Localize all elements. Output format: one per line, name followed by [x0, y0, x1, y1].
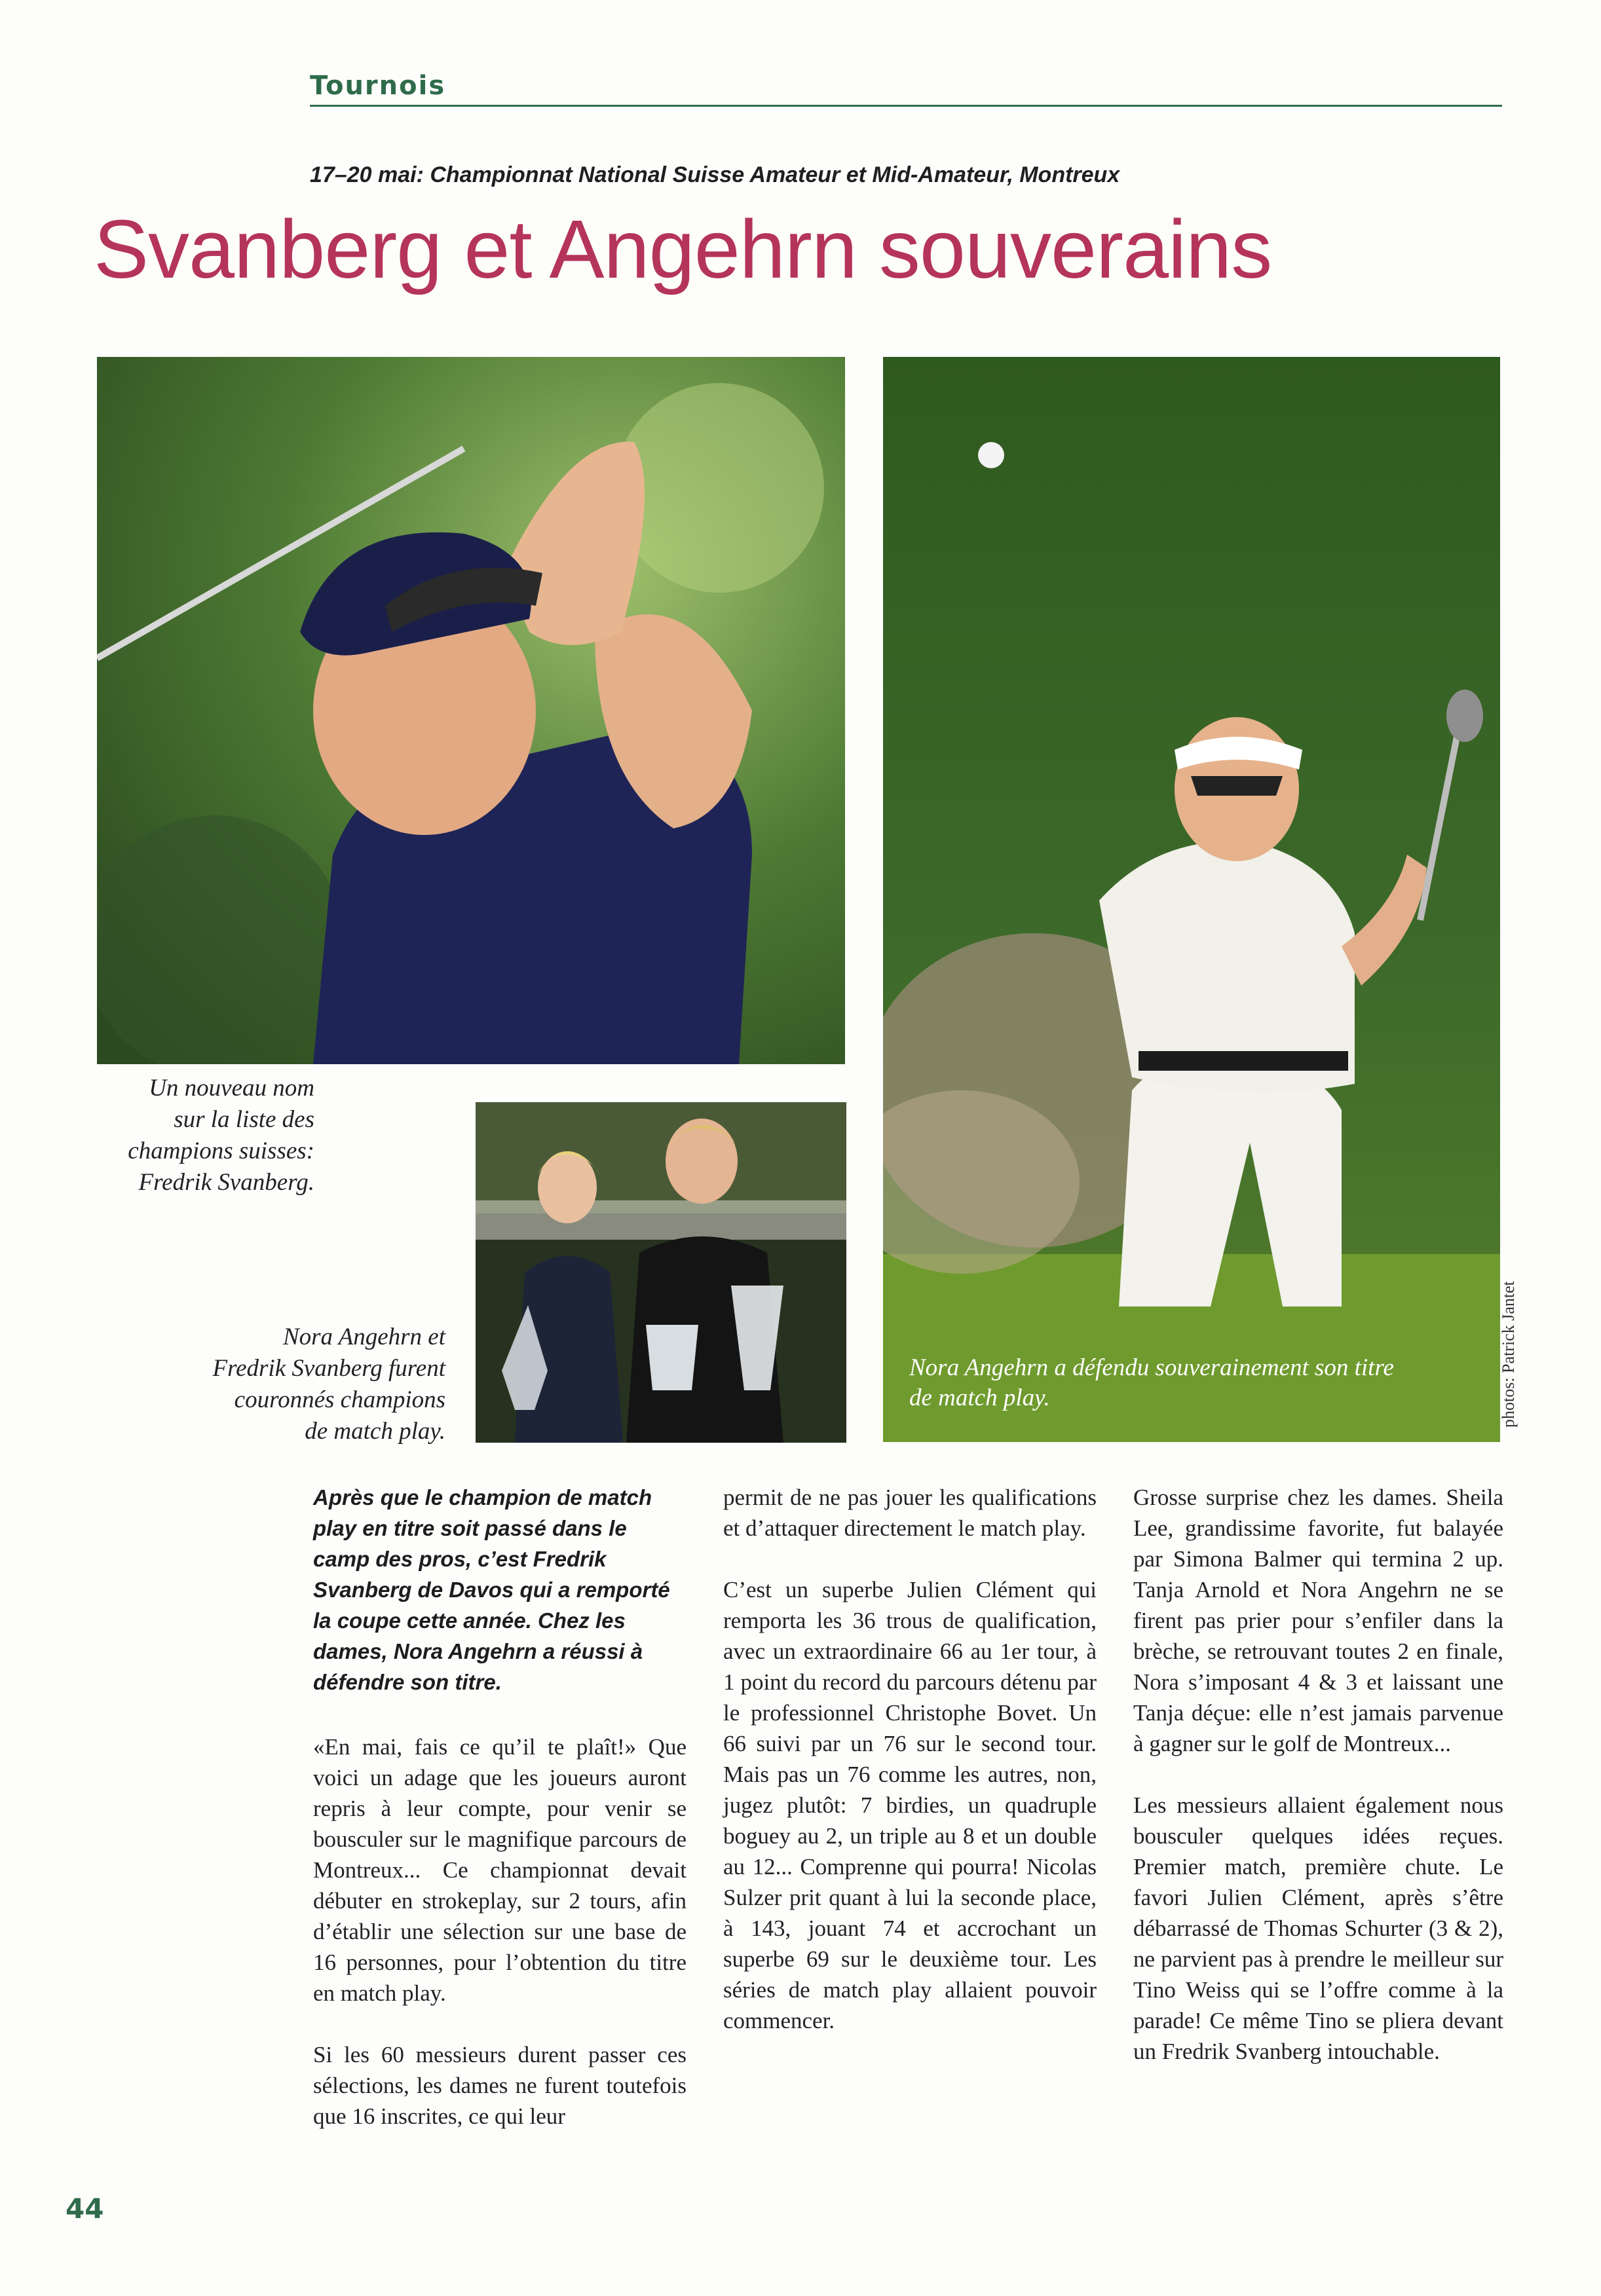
section-title: Tournois — [310, 71, 446, 101]
caption-line: sur la liste des — [174, 1106, 314, 1133]
caption-line: couronnés champions — [234, 1386, 445, 1413]
caption-line: Nora Angehrn et — [282, 1324, 445, 1350]
body-paragraph: Si les 60 messieurs durent passer ces sélections, les dames ne furent toutefois que 16 inscrites, ce qui leur — [313, 2042, 687, 2129]
lead-paragraph: Après que le champion de match play en titre soit passé dans le camp des pros, c’est Fredrik Svanberg de Davos qui a remporté la coupe cette année. Chez les dames, Nora Angehrn a réussi à défendre son titre. — [313, 1485, 670, 1694]
section-rule — [310, 105, 1502, 107]
caption-line: Nora Angehrn a défendu souverainement son titre — [909, 1354, 1394, 1381]
photo-trophy-ceremony — [476, 1102, 846, 1443]
event-kicker: 17–20 mai: Championnat National Suisse Amateur et Mid-Amateur, Montreux — [310, 162, 1120, 187]
article-column-1 — [313, 1482, 687, 2162]
caption-line: de match play. — [305, 1418, 445, 1445]
photo-svanberg-swing — [97, 357, 845, 1064]
photo-angehrn-bunker — [883, 357, 1500, 1442]
body-paragraph: Les messieurs allaient également nous bousculer quelques idées reçues. Premier match, première chute. Le favori Julien Clément, après s’être débarrassé de Thomas Schurter (3 & 2), ne parvient pas à prendre le meilleur sur Tino Weiss qui se l’offre comme à la parade! Ce même Tino se pliera devant un Fredrik Svanberg intouchable. — [1133, 1792, 1503, 2064]
article-column-2 — [723, 1482, 1097, 2067]
caption-svanberg — [92, 1073, 314, 1198]
article-column-3 — [1133, 1482, 1503, 2098]
caption-line: de match play. — [909, 1384, 1050, 1411]
body-paragraph: «En mai, fais ce qu’il te plaît!» Que voici un adage que les joueurs auront repris à leur compte, pour venir se bousculer sur le magnifique parcours de Montreux... Ce championnat devait débuter en strokeplay, sur 2 tours, afin d’établir une sélection sur une base de 16 personnes, pour l’obtention du titre en match play. — [313, 1734, 687, 2006]
caption-line: Fredrik Svanberg furent — [212, 1355, 445, 1382]
caption-line: Fredrik Svanberg. — [138, 1169, 314, 1196]
caption-trophy — [105, 1322, 445, 1447]
photo-credit: photos: Patrick Jantet — [1499, 1281, 1518, 1428]
body-paragraph: Grosse surprise chez les dames. Sheila Lee, grandissime favorite, fut balayée par Simona Balmer qui termina 2 up. Tanja Arnold et Nora Angehrn ne se firent pas prier pour s’enfiler dans la brèche, se retrouvant toutes 2 en finale, Nora s’imposant 4 & 3 et laissant une Tanja déçue: elle n’est jamais parvenue à gagner sur le golf de Montreux... — [1133, 1485, 1503, 1756]
body-paragraph: permit de ne pas jouer les qualifications et d’attaquer directement le match play. — [723, 1485, 1097, 1541]
body-paragraph: C’est un superbe Julien Clément qui remporta les 36 trous de qualification, avec un extraordinaire 66 au 1er tour, à 1 point du record du parcours détenu par le professionnel Christophe Bovet. Un 66 suivi par un 76 sur le second tour. Mais pas un 76 comme les autres, non, jugez plutôt: 7 birdies, un quadruple boguey au 2, un triple au 8 et un double au 12... Comprenne qui pourra! Nicolas Sulzer prit quant à lui la seconde place, à 143, jouant 74 et accrochant un superbe 69 sur le deuxième tour. Les séries de match play allaient pouvoir commencer. — [723, 1577, 1097, 2033]
caption-line: Un nouveau nom — [149, 1075, 314, 1102]
caption-line: champions suisses: — [128, 1138, 314, 1164]
headline: Svanberg et Angehrn souverains — [94, 203, 1272, 295]
caption-angehrn — [909, 1353, 1486, 1413]
page-number: 44 — [66, 2193, 104, 2225]
